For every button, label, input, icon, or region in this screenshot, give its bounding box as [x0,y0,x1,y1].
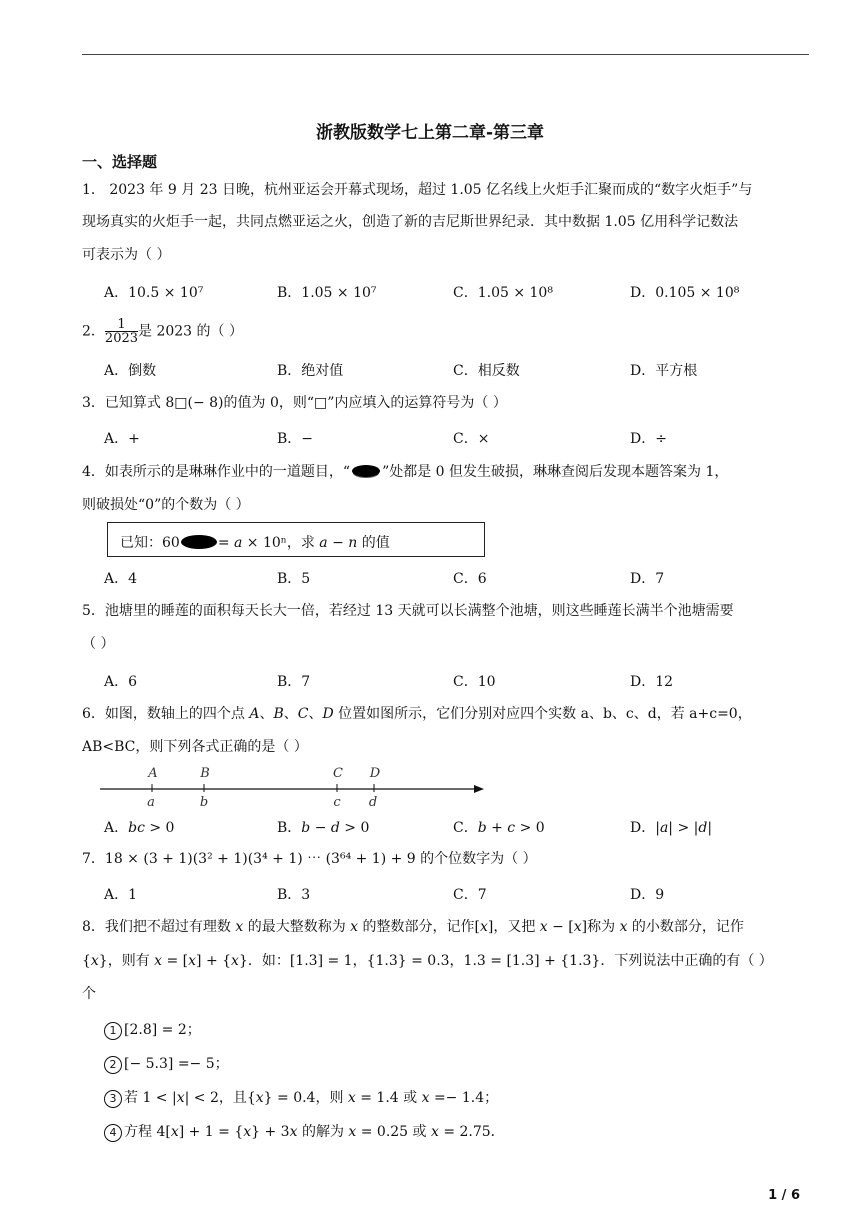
point-label-upper-b: B [200,766,210,781]
q6-option-a: A．𝑏𝑐 > 0 [104,820,175,836]
q4-line1-end: ”处都是 0 但发生破损，琳琳查阅后发现本题答案为 1， [382,464,729,480]
q7-option-d: D．9 [630,887,665,903]
q2-fraction [105,318,138,345]
q4-options [104,568,804,588]
q2-option-d: D．平方根 [630,363,698,379]
circled-number-icon: 4 [104,1124,122,1142]
q6-option-d: D．|𝑎| > |𝑑| [630,820,713,836]
q8-statement-2 [104,1053,229,1074]
q4-line1 [82,463,812,481]
q6-option-b: B．𝑏 − 𝑑 > 0 [277,820,370,836]
q3-option-b: B．− [277,431,314,447]
q8-line3: 个 [82,986,96,1002]
q6-line1: 6．如图，数轴上的四个点 𝐴、𝐵、𝐶、𝐷 位置如图所示，它们分别对应四个实数 a、b、c、d，若 a+c=0， [82,706,752,722]
q7-option-b: B．3 [277,887,311,903]
point-label-lower-c: c [333,795,341,810]
q5-option-c: C．10 [453,674,496,690]
q1-line3: 可表示为（ ） [82,247,171,263]
q2-line [82,318,812,345]
q3-option-c: C．× [453,431,490,447]
q5-line1: 5．池塘里的睡莲的面积每天长大一倍，若经过 13 天就可以长满整个池塘，则这些睡莲长满半个池塘需要 [82,603,734,619]
circled-number-icon: 2 [104,1056,122,1074]
point-label-lower-a: a [147,795,155,810]
q4-option-b: B．5 [277,571,311,587]
circled-number-icon: 1 [104,1022,122,1040]
q2-frac-den: 2023 [104,331,139,346]
number-line-figure [96,762,488,810]
q1-line2: 现场真实的火炬手一起，共同点燃亚运之火，创造了新的吉尼斯世界纪录．其中数据 1.05 亿用科学记数法 [82,214,739,230]
q8-statement-text: [2.8] = 2； [124,1022,201,1038]
q2-options [104,360,804,380]
q5-options [104,671,804,691]
point-label-lower-d: d [368,795,378,810]
point-label-upper-c: C [333,766,343,781]
q6-options [104,817,804,837]
arrow-right-icon [474,785,484,793]
damage-blot-icon [181,535,217,549]
q2-suffix: 是 2023 的（ ） [138,323,243,340]
q6-option-c: C．𝑏 + 𝑐 > 0 [453,820,545,836]
q4-problem-box [107,522,485,557]
q7-option-a: A．1 [104,887,138,903]
q1-option-a: A．10.5 × 10⁷ [104,285,204,301]
q3-option-d: D．÷ [630,431,667,447]
q1-options [104,282,804,302]
q4-box-text-start: 已知：60 [120,535,180,551]
page-title: 浙教版数学七上第二章-第三章 [315,123,545,143]
q4-box-text-end: = 𝑎 × 10ⁿ，求 𝑎 − 𝑛 的值 [217,535,390,551]
q3-option-a: A．+ [104,431,140,447]
q4-line2: 则破损处“0”的个数为（ ） [82,497,250,513]
q3-line: 3．已知算式 8□(− 8)的值为 0，则“□”内应填入的运算符号为（ ） [82,395,507,411]
page-number: 1 / 6 [768,1188,800,1203]
q8-statement-text: 方程 4[𝑥] + 1 = {𝑥} + 3𝑥 的解为 𝑥 = 0.25 或 𝑥 = 2.75． [124,1124,505,1140]
q1-option-d: D．0.105 × 10⁸ [630,285,740,301]
q8-statement-text: 若 1 < |𝑥| < 2，且{𝑥} = 0.4，则 𝑥 = 1.4 或 𝑥 =− 1.4； [124,1090,499,1106]
q8-statement-4 [104,1121,505,1142]
q8-statement-3 [104,1087,498,1108]
q7-options [104,884,804,904]
q1-option-b: B．1.05 × 10⁷ [277,285,377,301]
circled-number-icon: 3 [104,1090,122,1108]
q1-line1: 1． 2023 年 9 月 23 日晚，杭州亚运会开幕式现场，超过 1.05 亿名线上火炬手汇聚而成的“数字火炬手”与 [82,182,753,198]
q4-option-c: C．6 [453,571,487,587]
q8-statement-text: [− 5.3] =− 5； [124,1056,229,1072]
q5-line2: （ ） [82,636,115,652]
point-label-upper-a: A [148,766,158,781]
q4-option-d: D．7 [630,571,665,587]
q1-option-c: C．1.05 × 10⁸ [453,285,553,301]
q2-prefix: 2． [82,323,105,340]
q5-option-b: B．7 [277,674,311,690]
q8-statement-1 [104,1019,201,1040]
q2-option-a: A．倒数 [104,363,157,379]
q8-line1: 8．我们把不超过有理数 𝑥 的最大整数称为 𝑥 的整数部分，记作[𝑥]，又把 𝑥 − [𝑥]称为 𝑥 的小数部分，记作 [82,919,744,935]
header-rule [82,54,809,55]
q4-option-a: A．4 [104,571,138,587]
q6-line2: AB<BC，则下列各式正确的是（ ） [82,739,308,755]
q4-line1-start: 4．如表所示的是琳琳作业中的一道题目，“ [82,464,351,480]
damage-blot-icon [352,465,380,477]
point-label-upper-d: D [369,766,381,781]
q3-options [104,428,804,448]
q7-line: 7．18 × (3 + 1)(3² + 1)(3⁴ + 1) ⋯ (3⁶⁴ + 1) + 9 的个位数字为（ ） [82,851,537,867]
q2-option-b: B．绝对值 [277,363,344,379]
section-title: 一、选择题 [82,153,158,171]
point-label-lower-b: b [199,795,209,810]
q8-line2: {𝑥}，则有 𝑥 = [𝑥] + {𝑥}．如：[1.3] = 1，{1.3} = 0.3，1.3 = [1.3] + {1.3}．下列说法中正确的有（ ） [82,953,773,969]
q5-option-a: A．6 [104,674,138,690]
q2-option-c: C．相反数 [453,363,520,379]
q7-option-c: C．7 [453,887,487,903]
q5-option-d: D．12 [630,674,674,690]
q2-frac-num: 1 [105,318,138,332]
